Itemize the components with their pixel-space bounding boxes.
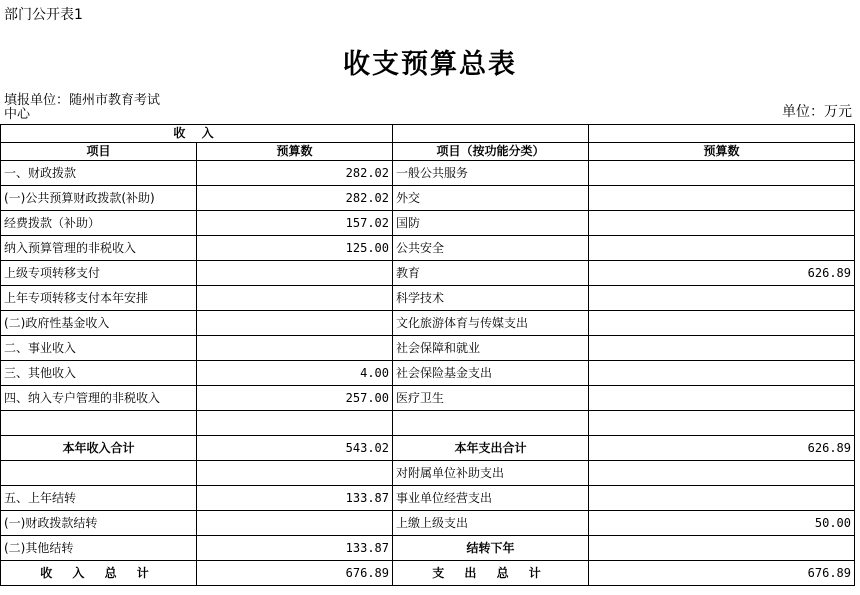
expense-amount <box>589 186 855 211</box>
income-total-label: 收 入 总 计 <box>1 561 197 586</box>
income-item: 上年专项转移支付本年安排 <box>1 286 197 311</box>
income-amount <box>197 411 393 436</box>
table-row <box>1 211 855 236</box>
expense-item: 上缴上级支出 <box>393 511 589 536</box>
empty-header-cell <box>393 125 589 143</box>
expense-amount <box>589 161 855 186</box>
expense-item: 文化旅游体育与传媒支出 <box>393 311 589 336</box>
table-row <box>1 236 855 261</box>
expense-amount: 626.89 <box>589 261 855 286</box>
expense-item: 医疗卫生 <box>393 386 589 411</box>
expense-total-amount: 676.89 <box>589 561 855 586</box>
income-item <box>1 411 197 436</box>
expense-amount: 50.00 <box>589 511 855 536</box>
income-amount: 125.00 <box>197 236 393 261</box>
expense-item: 科学技术 <box>393 286 589 311</box>
page-title: 收支预算总表 <box>343 49 517 80</box>
income-item <box>1 461 197 486</box>
expense-subtotal-label: 本年支出合计 <box>393 436 589 461</box>
col-header-item-function: 项目（按功能分类） <box>393 143 589 161</box>
expense-amount <box>589 236 855 261</box>
table-row <box>1 511 855 536</box>
expense-item: 事业单位经营支出 <box>393 486 589 511</box>
income-item: 二、事业收入 <box>1 336 197 361</box>
income-amount: 282.02 <box>197 186 393 211</box>
expense-item: 国防 <box>393 211 589 236</box>
table-column-header-row <box>1 143 855 161</box>
carry-forward-label: 结转下年 <box>393 536 589 561</box>
table-row <box>1 361 855 386</box>
expense-item: 教育 <box>393 261 589 286</box>
table-row <box>1 486 855 511</box>
income-amount <box>197 336 393 361</box>
budget-summary-table <box>0 124 855 586</box>
income-group-header: 收 入 <box>1 125 393 143</box>
income-item: 五、上年结转 <box>1 486 197 511</box>
table-row-grand-total <box>1 561 855 586</box>
form-number: 部门公开表1 <box>4 7 83 23</box>
expense-item: 对附属单位补助支出 <box>393 461 589 486</box>
table-row <box>1 461 855 486</box>
table-row <box>1 411 855 436</box>
table-row <box>1 286 855 311</box>
expense-amount <box>589 361 855 386</box>
income-item: 四、纳入专户管理的非税收入 <box>1 386 197 411</box>
expense-amount <box>589 286 855 311</box>
table-row-subtotal <box>1 436 855 461</box>
income-amount <box>197 261 393 286</box>
expense-item: 社会保障和就业 <box>393 336 589 361</box>
col-header-item: 项目 <box>1 143 197 161</box>
income-item: (二)其他结转 <box>1 536 197 561</box>
expense-subtotal-amount: 626.89 <box>589 436 855 461</box>
income-item: 三、其他收入 <box>1 361 197 386</box>
income-item: (一)财政拨款结转 <box>1 511 197 536</box>
empty-header-cell <box>589 125 855 143</box>
table-row <box>1 311 855 336</box>
table-row <box>1 536 855 561</box>
expense-total-label: 支 出 总 计 <box>393 561 589 586</box>
income-item: 一、财政拨款 <box>1 161 197 186</box>
income-item: (二)政府性基金收入 <box>1 311 197 336</box>
reporting-unit-line-2: 中心 <box>4 107 31 122</box>
table-row <box>1 186 855 211</box>
expense-amount <box>589 386 855 411</box>
expense-amount <box>589 486 855 511</box>
income-amount <box>197 311 393 336</box>
income-total-amount: 676.89 <box>197 561 393 586</box>
expense-amount <box>589 461 855 486</box>
expense-amount <box>589 211 855 236</box>
income-amount: 257.00 <box>197 386 393 411</box>
expense-amount <box>589 311 855 336</box>
income-amount: 282.02 <box>197 161 393 186</box>
expense-item: 公共安全 <box>393 236 589 261</box>
income-item: 经费拨款（补助） <box>1 211 197 236</box>
income-amount: 157.02 <box>197 211 393 236</box>
income-item: 上级专项转移支付 <box>1 261 197 286</box>
expense-item: 外交 <box>393 186 589 211</box>
income-amount: 4.00 <box>197 361 393 386</box>
income-amount: 133.87 <box>197 486 393 511</box>
expense-amount <box>589 336 855 361</box>
col-header-budget-expense: 预算数 <box>589 143 855 161</box>
table-row <box>1 336 855 361</box>
income-item: (一)公共预算财政拨款(补助) <box>1 186 197 211</box>
income-amount <box>197 461 393 486</box>
currency-unit: 单位：万元 <box>782 104 852 120</box>
table-row <box>1 161 855 186</box>
income-amount <box>197 511 393 536</box>
expense-amount <box>589 536 855 561</box>
expense-amount <box>589 411 855 436</box>
expense-item: 社会保险基金支出 <box>393 361 589 386</box>
reporting-unit <box>4 94 194 122</box>
expense-item: 一般公共服务 <box>393 161 589 186</box>
table-group-header-row <box>1 125 855 143</box>
table-row <box>1 261 855 286</box>
income-subtotal-label: 本年收入合计 <box>1 436 197 461</box>
income-amount: 133.87 <box>197 536 393 561</box>
expense-item <box>393 411 589 436</box>
table-row <box>1 386 855 411</box>
income-subtotal-amount: 543.02 <box>197 436 393 461</box>
income-item: 纳入预算管理的非税收入 <box>1 236 197 261</box>
reporting-unit-line-1: 填报单位：随州市教育考试 <box>4 93 161 108</box>
income-amount <box>197 286 393 311</box>
col-header-budget: 预算数 <box>197 143 393 161</box>
